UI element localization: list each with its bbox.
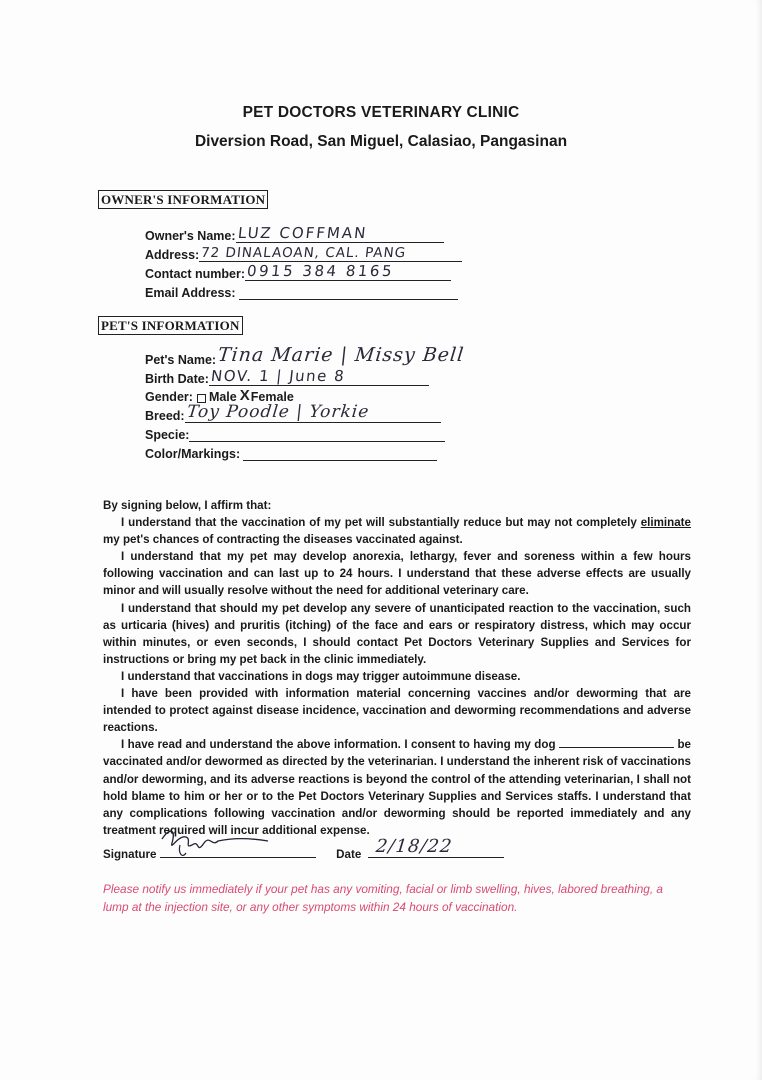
female-label: Female (250, 390, 294, 404)
consent-p1-text-end: my pet's chances of contracting the diseases vaccinated against. (103, 533, 463, 547)
signature-field[interactable] (160, 845, 316, 858)
pet-name-field[interactable] (216, 344, 466, 367)
pet-birth-value: NOV. 1 | June 8 (209, 367, 347, 385)
handwritten-signature (156, 825, 306, 859)
owner-email-label: Email Address: (145, 286, 236, 300)
pet-birth-row (145, 367, 446, 386)
pet-birth-label: Birth Date: (145, 372, 209, 386)
consent-p6-text: I have read and understand the above information. I consent to having my dog (121, 738, 556, 752)
pet-name-value: Tina Marie | Missy Bell (216, 344, 466, 366)
owner-contact-label: Contact number: (145, 267, 245, 281)
pet-birth-field[interactable] (209, 367, 429, 386)
date-field[interactable] (368, 836, 504, 858)
pet-section-title: PET'S INFORMATION (98, 316, 243, 335)
owner-name-field[interactable] (236, 224, 444, 243)
pet-breed-label: Breed: (145, 409, 185, 423)
consent-paragraph-4: I understand that vaccinations in dogs may trigger autoimmune disease. (121, 669, 521, 683)
owner-name-row (145, 224, 462, 243)
clinic-address: Diversion Road, San Miguel, Calasiao, Pangasinan (194, 133, 568, 150)
pet-breed-value: Toy Poodle | Yorkie (185, 402, 370, 422)
dog-name-blank[interactable] (559, 737, 674, 748)
consent-paragraph-6 (103, 736, 691, 839)
date-label: Date (336, 848, 362, 861)
clinic-header (0, 104, 762, 151)
consent-p6-text-end: be vaccinated and/or dewormed as directed by the veterinarian. I understand the inherent risk of vaccinations and/or deworming, and its adverse reactions is beyond the control of the attending veterinarian, I shall not hold blame to him or her or to the Pet Doctors Veterinary Supplies and Services staffs. I understand that any complications following vaccination and/or deworming should be reported immediately and any treatment required will incur additional expense. (103, 738, 691, 837)
date-value: 2/18/22 (374, 836, 454, 857)
owner-fields (145, 224, 462, 300)
owner-contact-row (145, 262, 462, 281)
female-checkbox-checked[interactable]: X (239, 387, 250, 404)
consent-paragraph-5: I have been provided with information material concerning vaccines and/or deworming that are intended to protect against disease incidence, vaccination and deworming recommendations and adverse reactions. (103, 687, 691, 735)
consent-p1-text: I understand that the vaccination of my pet will substantially reduce but may not completely (121, 516, 641, 530)
consent-paragraph-1 (103, 514, 691, 548)
pet-name-row (145, 344, 466, 367)
pet-specie-row (145, 423, 446, 442)
owner-address-field[interactable] (199, 247, 462, 262)
pet-fields (145, 344, 466, 461)
male-label: Male (208, 390, 237, 404)
pet-breed-row (145, 404, 446, 423)
signature-label: Signature (103, 848, 157, 861)
owner-email-row (145, 281, 462, 300)
owner-name-value: LUZ COFFMAN (236, 224, 368, 242)
consent-text (103, 497, 691, 839)
consent-p1-underlined: eliminate (640, 516, 691, 530)
owner-address-row (145, 243, 462, 262)
pet-specie-label: Specie: (145, 428, 190, 442)
owner-section-title: OWNER'S INFORMATION (98, 190, 268, 209)
signature-row (103, 836, 504, 861)
owner-address-label: Address: (145, 248, 200, 262)
owner-name-label: Owner's Name: (145, 229, 236, 243)
clinic-name: PET DOCTORS VETERINARY CLINIC (242, 104, 520, 121)
pet-specie-field[interactable] (189, 427, 445, 442)
pet-gender-label: Gender: (145, 390, 193, 404)
pet-color-row (145, 442, 446, 461)
owner-contact-field[interactable] (245, 262, 451, 281)
pet-color-field[interactable] (243, 446, 437, 461)
owner-contact-value: 0915 384 8165 (246, 262, 395, 280)
pet-breed-field[interactable] (185, 402, 441, 423)
consent-paragraph-3: I understand that should my pet develop any severe of unanticipated reaction to the vaccination, such as urticaria (hives) and pruritis (itching) of the face and ears or respiratory distress, which may occur within minutes, or even seconds, I should contact Pet Doctors Veterinary Supplies and Services for instructions or bring my pet back in the clinic immediately. (103, 601, 691, 666)
pet-color-label: Color/Markings: (145, 447, 241, 461)
notice-text: Please notify us immediately if your pet has any vomiting, facial or limb swelling, hives, labored breathing, a lump at the injection site, or any other symptoms within 24 hours of vaccination. (103, 882, 663, 914)
consent-intro: By signing below, I affirm that: (103, 499, 272, 512)
pet-name-label: Pet's Name: (145, 353, 217, 367)
owner-address-value: 72 DINALAOAN, CAL. PANG (200, 245, 408, 261)
consent-paragraph-2: I understand that my pet may develop anorexia, lethargy, fever and soreness within a few hours following vaccination and can last up to 24 hours. I understand that these adverse effects are usually minor and will usually resolve without the need for additional veterinary care. (103, 550, 691, 598)
owner-email-field[interactable] (239, 285, 458, 300)
